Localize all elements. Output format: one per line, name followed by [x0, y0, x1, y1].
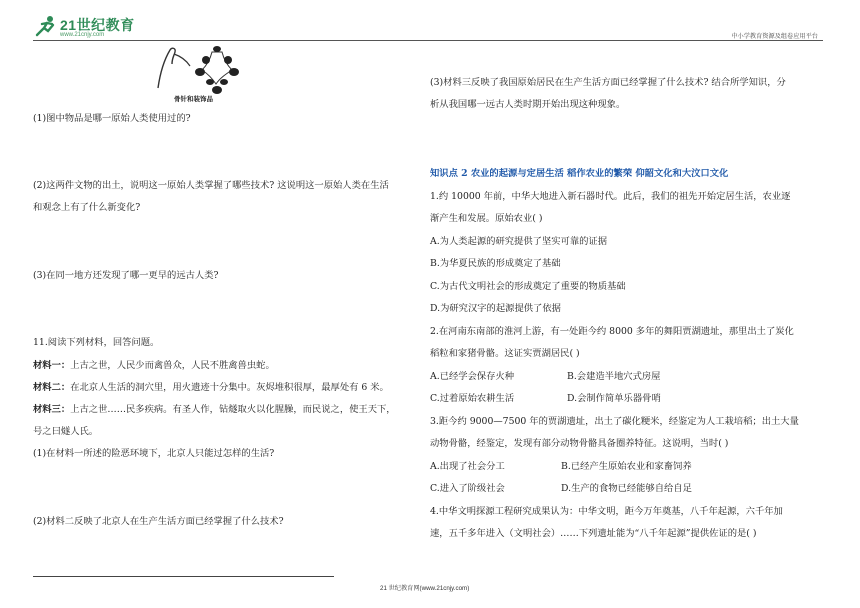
runner-logo-icon: [33, 15, 59, 39]
r-q1-line1: 1.约 10000 年前，中华大地进入新石器时代。此后，我们的祖先开始定居生活，农业逐: [430, 191, 791, 202]
right-a3-line1: (3)材料三反映了我国原始居民在生产生活方面已经掌握了什么技术? 结合所学知识，分: [430, 77, 786, 88]
r-q2-line1: 2.在河南东南部的淮河上游，有一处距今约 8000 多年的舞阳贾湖遗址，那里出土了炭化: [430, 326, 794, 337]
material-2-text: 在北京人生活的洞穴里，用火遗迹十分集中。灰烬堆积很厚，最厚处有 6 米。: [70, 382, 389, 393]
r-q3-option-d: D.生产的食物已经能够自给自足: [561, 483, 692, 494]
r-q1-option-b: B.为华夏民族的形成奠定了基础: [430, 258, 561, 269]
material-3: [33, 404, 396, 416]
r-q3-option-b: B.已经产生原始农业和家畜饲养: [561, 461, 692, 472]
right-a3-line2: 析从我国哪一远古人类时期开始出现这种现象。: [430, 99, 626, 110]
material-1: [33, 360, 275, 372]
r-q1-option-c: C.为古代文明社会的形成奠定了重要的物质基础: [430, 281, 626, 292]
footer-divider: [33, 576, 334, 577]
question-11-title: 11.阅读下列材料，回答问题。: [33, 337, 160, 348]
r-q3-option-a: A.出现了社会分工: [430, 461, 505, 472]
material-3-label: 材料三：: [33, 404, 71, 415]
artifact-figure: [150, 44, 254, 112]
r-q4-line1: 4.中华文明探源工程研究成果认为：中华文明，距今万年奠基，八千年起源，六千年加: [430, 506, 783, 517]
left-q3: (3)在同一地方还发现了哪一更早的远古人类?: [33, 270, 219, 281]
r-q3-line2: 动物骨骼，经鉴定，发现有部分动物骨骼具备圈养特征。这说明，当时( ): [430, 438, 729, 449]
r-q2-line2: 稻粒和家猪骨骼。这证实贾湖居民( ): [430, 348, 580, 359]
material-1-label: 材料一：: [33, 360, 71, 371]
figure-caption: 骨针和装饰品: [174, 95, 213, 103]
r-q2-option-c: C.过着原始农耕生活: [430, 393, 515, 404]
r-q1-option-a: A.为人类起源的研究提供了坚实可靠的证据: [430, 236, 608, 247]
left-a2: (2)材料二反映了北京人在生产生活方面已经掌握了什么技术?: [33, 516, 284, 527]
material-2: [33, 382, 389, 394]
material-3-line2: 号之曰燧人氏。: [33, 426, 99, 437]
r-q3-line1: 3.距今约 9000—7500 年的贾湖遗址，出土了碳化粳米，经鉴定为人工栽培稻；出土大量: [430, 416, 799, 427]
footer-text: 21 世纪教育网(www.21cnjy.com): [380, 585, 470, 592]
bone-needle-ornaments-image: [150, 44, 254, 96]
material-3-text: 上古之世……民多疾病。有圣人作，钻燧取火以化腥臊，而民说之，使王天下，: [70, 404, 396, 415]
r-q1-line2: 渐产生和发展。原始农业( ): [430, 213, 543, 224]
logo-url: www.21cnjy.com: [60, 32, 105, 38]
header-divider: [33, 40, 823, 41]
section-title: 知识点 2 农业的起源与定居生活 稻作农业的繁荣 仰韶文化和大汶口文化: [430, 168, 729, 179]
material-2-label: 材料二：: [33, 382, 71, 393]
header-platform-text: 中小学教育资源及组卷应用平台: [731, 33, 818, 40]
site-logo: [33, 13, 145, 41]
r-q2-option-a: A.已经学会保存火种: [430, 371, 515, 382]
r-q1-option-d: D.为研究汉字的起源提供了依据: [430, 303, 561, 314]
r-q2-option-d: D.会制作简单乐器骨哨: [567, 393, 661, 404]
material-1-text: 上古之世，人民少而禽兽众，人民不胜禽兽虫蛇。: [70, 360, 275, 371]
left-q1: (1)图中物品是哪一原始人类使用过的?: [33, 113, 191, 124]
left-q2-line2: 和观念上有了什么新变化?: [33, 202, 141, 213]
r-q4-line2: 速，五千多年进入（文明社会）……下列遗址能为“八千年起源”提供佐证的是( ): [430, 528, 757, 539]
r-q2-option-b: B.会建造半地穴式房屋: [567, 371, 661, 382]
logo-text: 21世纪教育: [60, 17, 135, 33]
r-q3-option-c: C.进入了阶级社会: [430, 483, 505, 494]
left-q2-line1: (2)这两件文物的出土，说明这一原始人类掌握了哪些技术? 这说明这一原始人类在生活: [33, 180, 389, 191]
left-a1: (1)在材料一所述的险恶环境下，北京人只能过怎样的生活?: [33, 448, 275, 459]
